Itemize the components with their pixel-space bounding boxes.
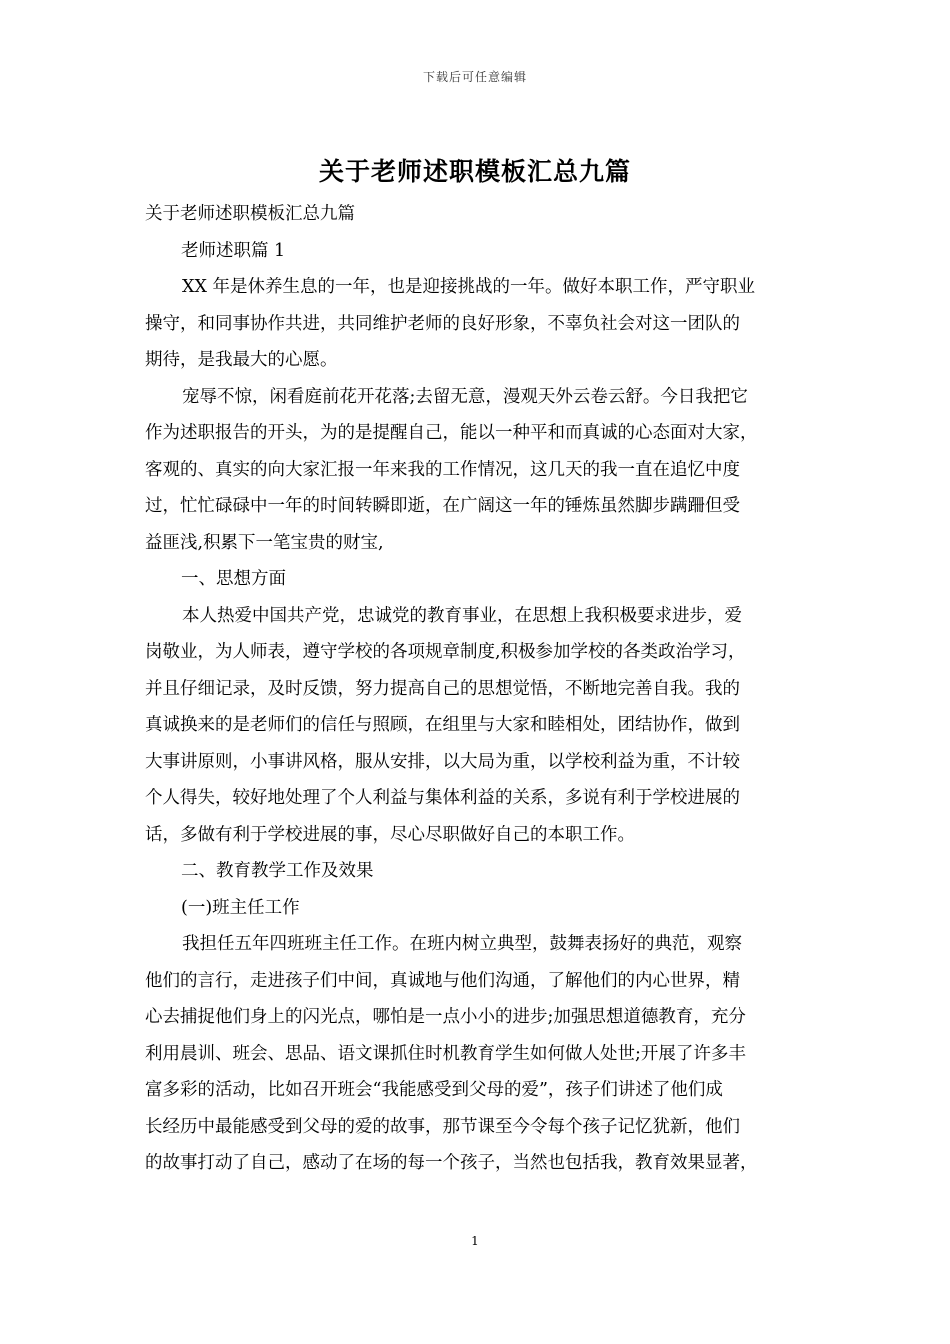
paragraph-line: 并且仔细记录，及时反馈，努力提高自己的思想觉悟，不断地完善自我。我的 — [145, 678, 740, 699]
paragraph-line: 宠辱不惊，闲看庭前花开花落;去留无意，漫观天外云卷云舒。今日我把它 — [182, 386, 748, 407]
paragraph-line: XX 年是休养生息的一年，也是迎接挑战的一年。做好本职工作，严守职业 — [182, 277, 755, 297]
paragraph-line: 大事讲原则，小事讲风格，服从安排，以大局为重，以学校利益为重，不计较 — [145, 751, 740, 772]
paragraph-line: 利用晨训、班会、思品、语文课抓住时机教育学生如何做人处世;开展了许多丰 — [145, 1043, 746, 1064]
paragraph-line: 岗敬业，为人师表，遵守学校的各项规章制度,积极参加学校的各类政治学习， — [145, 642, 746, 662]
paragraph-1 — [145, 269, 815, 379]
heading-teaching: 二、教育教学工作及效果 — [181, 861, 374, 881]
paragraph-line: 长经历中最能感受到父母的爱的故事，那节课至今令每个孩子记忆犹新，他们 — [145, 1116, 740, 1137]
paragraph-line: 真诚换来的是老师们的信任与照顾，在组里与大家和睦相处，团结协作，做到 — [145, 715, 740, 735]
paragraph-line: 客观的、真实的向大家汇报一年来我的工作情况，这几天的我一直在追忆中度 — [145, 459, 740, 480]
paragraph-line: 过，忙忙碌碌中一年的时间转瞬即逝，在广阔这一年的锤炼虽然脚步蹒跚但受 — [145, 496, 740, 516]
subtitle: 关于老师述职模板汇总九篇 — [145, 204, 355, 224]
section-heading: 老师述职篇 1 — [181, 240, 286, 261]
document-body — [145, 196, 815, 1182]
paragraph-2 — [145, 379, 815, 562]
paragraph-line: 心去捕捉他们身上的闪光点，哪怕是一点小小的进步;加强思想道德教育，充分 — [145, 1007, 746, 1027]
paragraph-line: 本人热爱中国共产党，忠诚党的教育事业，在思想上我积极要求进步，爱 — [182, 605, 742, 626]
paragraph-line: 我担任五年四班班主任工作。在班内树立典型，鼓舞表扬好的典范，观察 — [182, 934, 742, 954]
heading-class-teacher: (一)班主任工作 — [181, 897, 300, 918]
paragraph-line: 益匪浅,积累下一笔宝贵的财宝, — [145, 532, 384, 553]
paragraph-line: 个人得失，较好地处理了个人利益与集体利益的关系，多说有利于学校进展的 — [145, 788, 740, 808]
document-title: 关于老师述职模板汇总九篇 — [318, 157, 631, 186]
paragraph-line: 他们的言行，走进孩子们中间，真诚地与他们沟通，了解他们的内心世界，精 — [145, 970, 740, 991]
paragraph-line: 作为述职报告的开头，为的是提醒自己，能以一种平和而真诚的心态面对大家， — [145, 423, 758, 443]
paragraph-line: 期待，是我最大的心愿。 — [145, 350, 338, 370]
paragraph-line: 操守，和同事协作共进，共同维护老师的良好形象，不辜负社会对这一团队的 — [145, 313, 740, 334]
header-note: 下载后可任意编辑 — [422, 70, 527, 84]
heading-thought: 一、思想方面 — [181, 569, 286, 589]
paragraph-3 — [145, 598, 815, 854]
paragraph-line: 富多彩的活动，比如召开班会“我能感受到父母的爱”，孩子们讲述了他们成 — [145, 1080, 723, 1100]
paragraph-line: 的故事打动了自己，感动了在场的每一个孩子，当然也包括我，教育效果显著， — [145, 1153, 758, 1173]
page-number: 1 — [471, 1234, 479, 1248]
paragraph-line: 话，多做有利于学校进展的事，尽心尽职做好自己的本职工作。 — [145, 824, 635, 845]
paragraph-4 — [145, 926, 815, 1182]
